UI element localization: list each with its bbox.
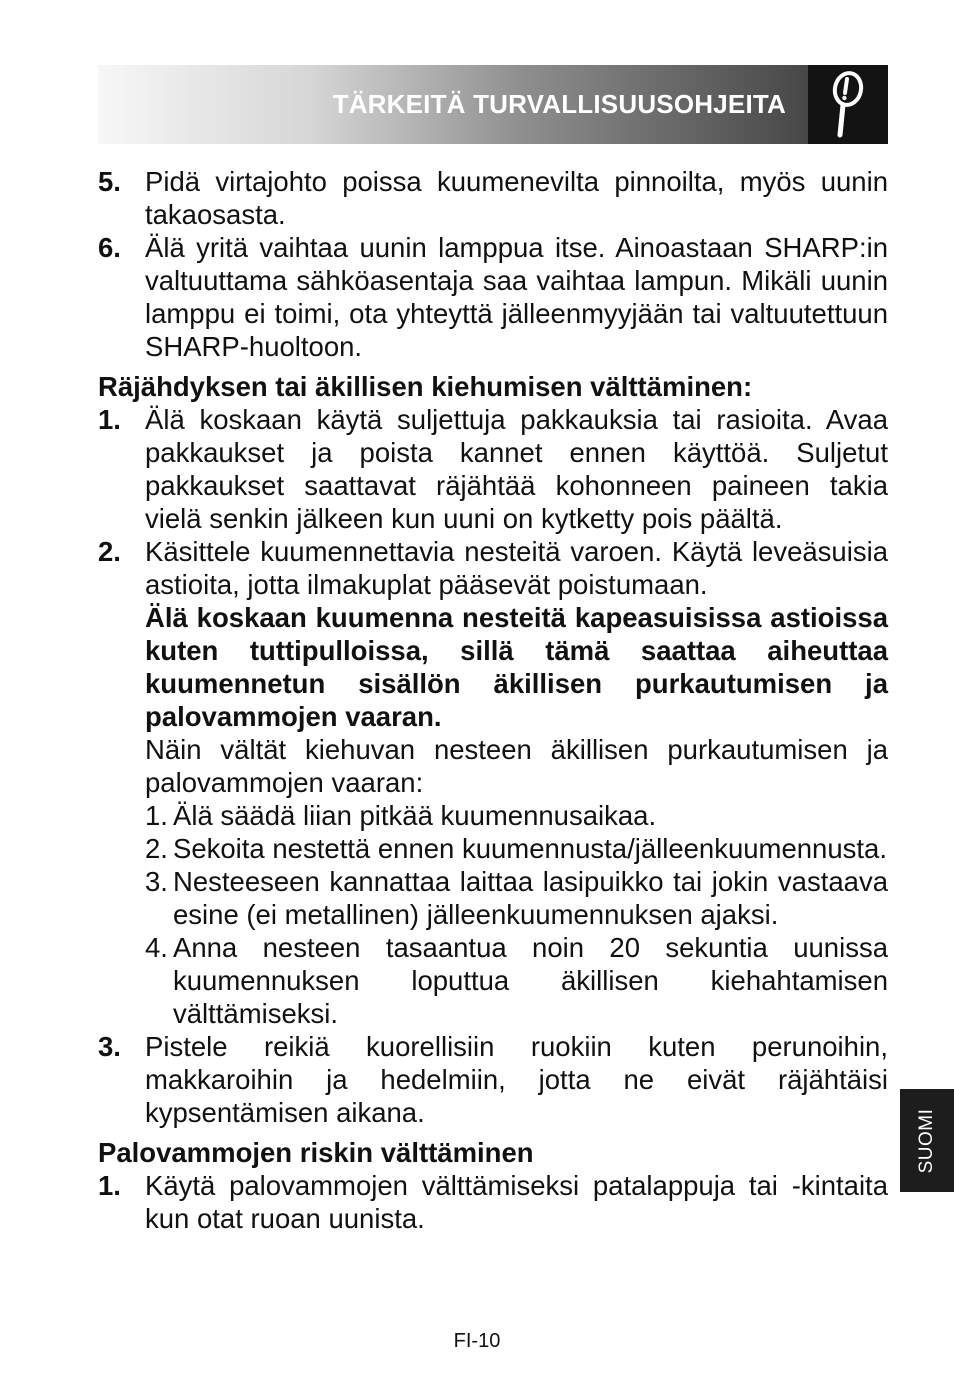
sub-list-item <box>145 799 888 832</box>
item-text: Käsittele kuumennettavia nesteitä varoen. Käytä leveäsuisia astioita, jotta ilmakuplat pääsevät poistumaan. <box>145 536 888 600</box>
sub-list-item <box>145 865 888 931</box>
language-tab-label: SUOMI <box>916 1108 937 1173</box>
language-tab <box>900 1089 954 1192</box>
page-number: FI-10 <box>453 1330 501 1352</box>
sub-item-number: 3. <box>145 866 168 897</box>
intro-text: Näin vältät kiehuvan nesteen äkillisen purkautumisen ja palovammojen vaaran: <box>145 734 888 798</box>
list-item <box>98 403 888 535</box>
sub-item-text: Nesteeseen kannattaa laittaa lasipuikko tai jokin vastaava esine (ei metallinen) jälleenkuumennuksen ajaksi. <box>173 866 888 930</box>
sub-item-number: 2. <box>145 833 168 864</box>
header-icon-box <box>808 65 888 144</box>
list-item <box>98 1030 888 1129</box>
warning-text: Älä koskaan kuumenna nesteitä kapeasuisissa astioissa kuten tuttipulloissa, sillä tämä saattaa aiheuttaa kuumennetun sisällön äkillisen purkautumisen ja palovammojen vaaran. <box>145 602 888 732</box>
item-number: 1. <box>98 404 121 435</box>
sub-item-text: Sekoita nestettä ennen kuumennusta/jälleenkuumennusta. <box>173 833 887 864</box>
section-heading-burns: Palovammojen riskin välttäminen <box>98 1137 534 1168</box>
item-text: Pistele reikiä kuorellisiin ruokiin kuten perunoihin, makkaroihin ja hedelmiin, jotta ne eivät räjähtäisi kypsentämisen aikana. <box>145 1031 888 1128</box>
exclamation-wrench-icon <box>830 69 866 141</box>
list-item <box>98 1169 888 1235</box>
sub-item-number: 4. <box>145 932 168 963</box>
sub-item-number: 1. <box>145 800 168 831</box>
sub-list-item <box>145 931 888 1030</box>
item-number: 2. <box>98 536 121 567</box>
sub-item-text: Anna nesteen tasaantua noin 20 sekuntia uunissa kuumennuksen loputtua äkillisen kiehahtamisen välttämiseksi. <box>173 932 888 1029</box>
item-text: Käytä palovammojen välttämiseksi patalappuja tai -kintaita kun otat ruoan uunista. <box>145 1170 888 1234</box>
sub-item-text: Älä säädä liian pitkää kuumennusaikaa. <box>173 800 657 831</box>
page-title: TÄRKEITÄ TURVALLISUUSOHJEITA <box>332 89 786 119</box>
section-heading-explosion: Räjähdyksen tai äkillisen kiehumisen välttäminen: <box>98 371 753 402</box>
list-item <box>98 165 888 231</box>
item-number: 1. <box>98 1170 121 1201</box>
item-number: 6. <box>98 232 121 263</box>
sub-list-item <box>145 832 888 865</box>
item-text: Älä koskaan käytä suljettuja pakkauksia tai rasioita. Avaa pakkaukset ja poista kannet ennen käyttöä. Suljetut pakkaukset saattavat räjähtää kohonneen paineen takia vielä senkin jälkeen kun uuni on kytketty pois päältä. <box>145 404 888 534</box>
item-number: 5. <box>98 166 121 197</box>
list-item <box>98 231 888 363</box>
item-text: Pidä virtajohto poissa kuumenevilta pinnoilta, myös uunin takaosasta. <box>145 166 888 230</box>
header-bar <box>98 65 808 144</box>
item-text: Älä yritä vaihtaa uunin lamppua itse. Ainoastaan SHARP:in valtuuttama sähköasentaja saa vaihtaa lampun. Mikäli uunin lamppu ei toimi, ota yhteyttä jälleenmyyjään tai valtuutettuun SHARP-huoltoon. <box>145 232 888 362</box>
item-number: 3. <box>98 1031 121 1062</box>
document-body <box>98 165 888 1235</box>
list-item <box>98 535 888 1030</box>
